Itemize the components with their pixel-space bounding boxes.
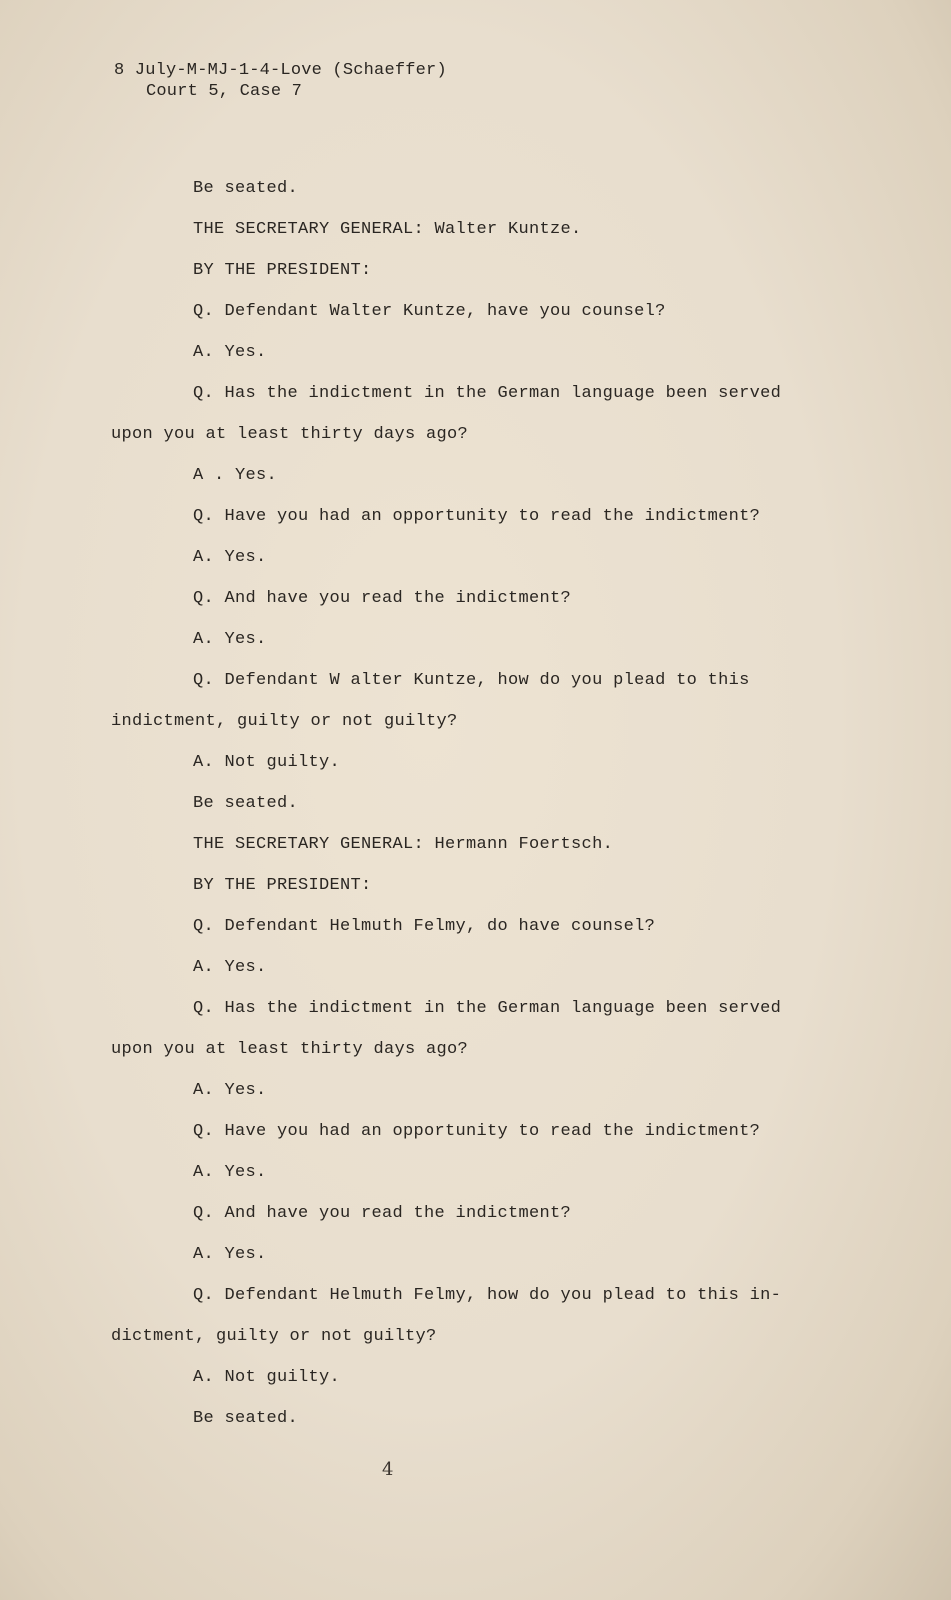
transcript-line: upon you at least thirty days ago? (111, 1040, 469, 1059)
transcript-line: dictment, guilty or not guilty? (111, 1327, 437, 1346)
transcript-line: BY THE PRESIDENT: (193, 876, 372, 895)
transcript-line: Q. Have you had an opportunity to read the indictment? (193, 507, 761, 526)
transcript-line: Q. And have you read the indictment? (193, 1204, 572, 1223)
header-court-case: Court 5, Case 7 (146, 82, 303, 101)
transcript-line: Q. Defendant W alter Kuntze, how do you plead to this (193, 671, 750, 690)
transcript-line: A. Yes. (193, 1081, 267, 1100)
transcript-line: A. Not guilty. (193, 753, 341, 772)
transcript-line: Q. Has the indictment in the German language been served (193, 384, 782, 403)
transcript-line: A. Yes. (193, 958, 267, 977)
transcript-line: Be seated. (193, 1409, 299, 1428)
page-header (114, 60, 447, 102)
transcript-line: Q. Defendant Helmuth Felmy, how do you plead to this in- (193, 1286, 782, 1305)
transcript-line: A . Yes. (193, 466, 278, 485)
transcript-line: indictment, guilty or not guilty? (111, 712, 458, 731)
transcript-line: A. Yes. (193, 548, 267, 567)
header-reference: 8 July-M-MJ-1-4-Love (Schaeffer) (114, 61, 447, 80)
transcript-line: THE SECRETARY GENERAL: Hermann Foertsch. (193, 835, 614, 854)
transcript-line: Q. And have you read the indictment? (193, 589, 572, 608)
transcript-line: upon you at least thirty days ago? (111, 425, 469, 444)
transcript-line: Be seated. (193, 179, 299, 198)
transcript-line: BY THE PRESIDENT: (193, 261, 372, 280)
transcript-line: THE SECRETARY GENERAL: Walter Kuntze. (193, 220, 582, 239)
transcript-line: A. Yes. (193, 1163, 267, 1182)
transcript-line: Be seated. (193, 794, 299, 813)
transcript-line: Q. Defendant Helmuth Felmy, do have counsel? (193, 917, 656, 936)
transcript-line: Q. Have you had an opportunity to read the indictment? (193, 1122, 761, 1141)
transcript-line: Q. Has the indictment in the German language been served (193, 999, 782, 1018)
transcript-line: A. Not guilty. (193, 1368, 341, 1387)
page-number: 4 (382, 1459, 394, 1480)
transcript-line: A. Yes. (193, 1245, 267, 1264)
transcript-line: A. Yes. (193, 630, 267, 649)
transcript-line: A. Yes. (193, 343, 267, 362)
transcript-line: Q. Defendant Walter Kuntze, have you counsel? (193, 302, 666, 321)
